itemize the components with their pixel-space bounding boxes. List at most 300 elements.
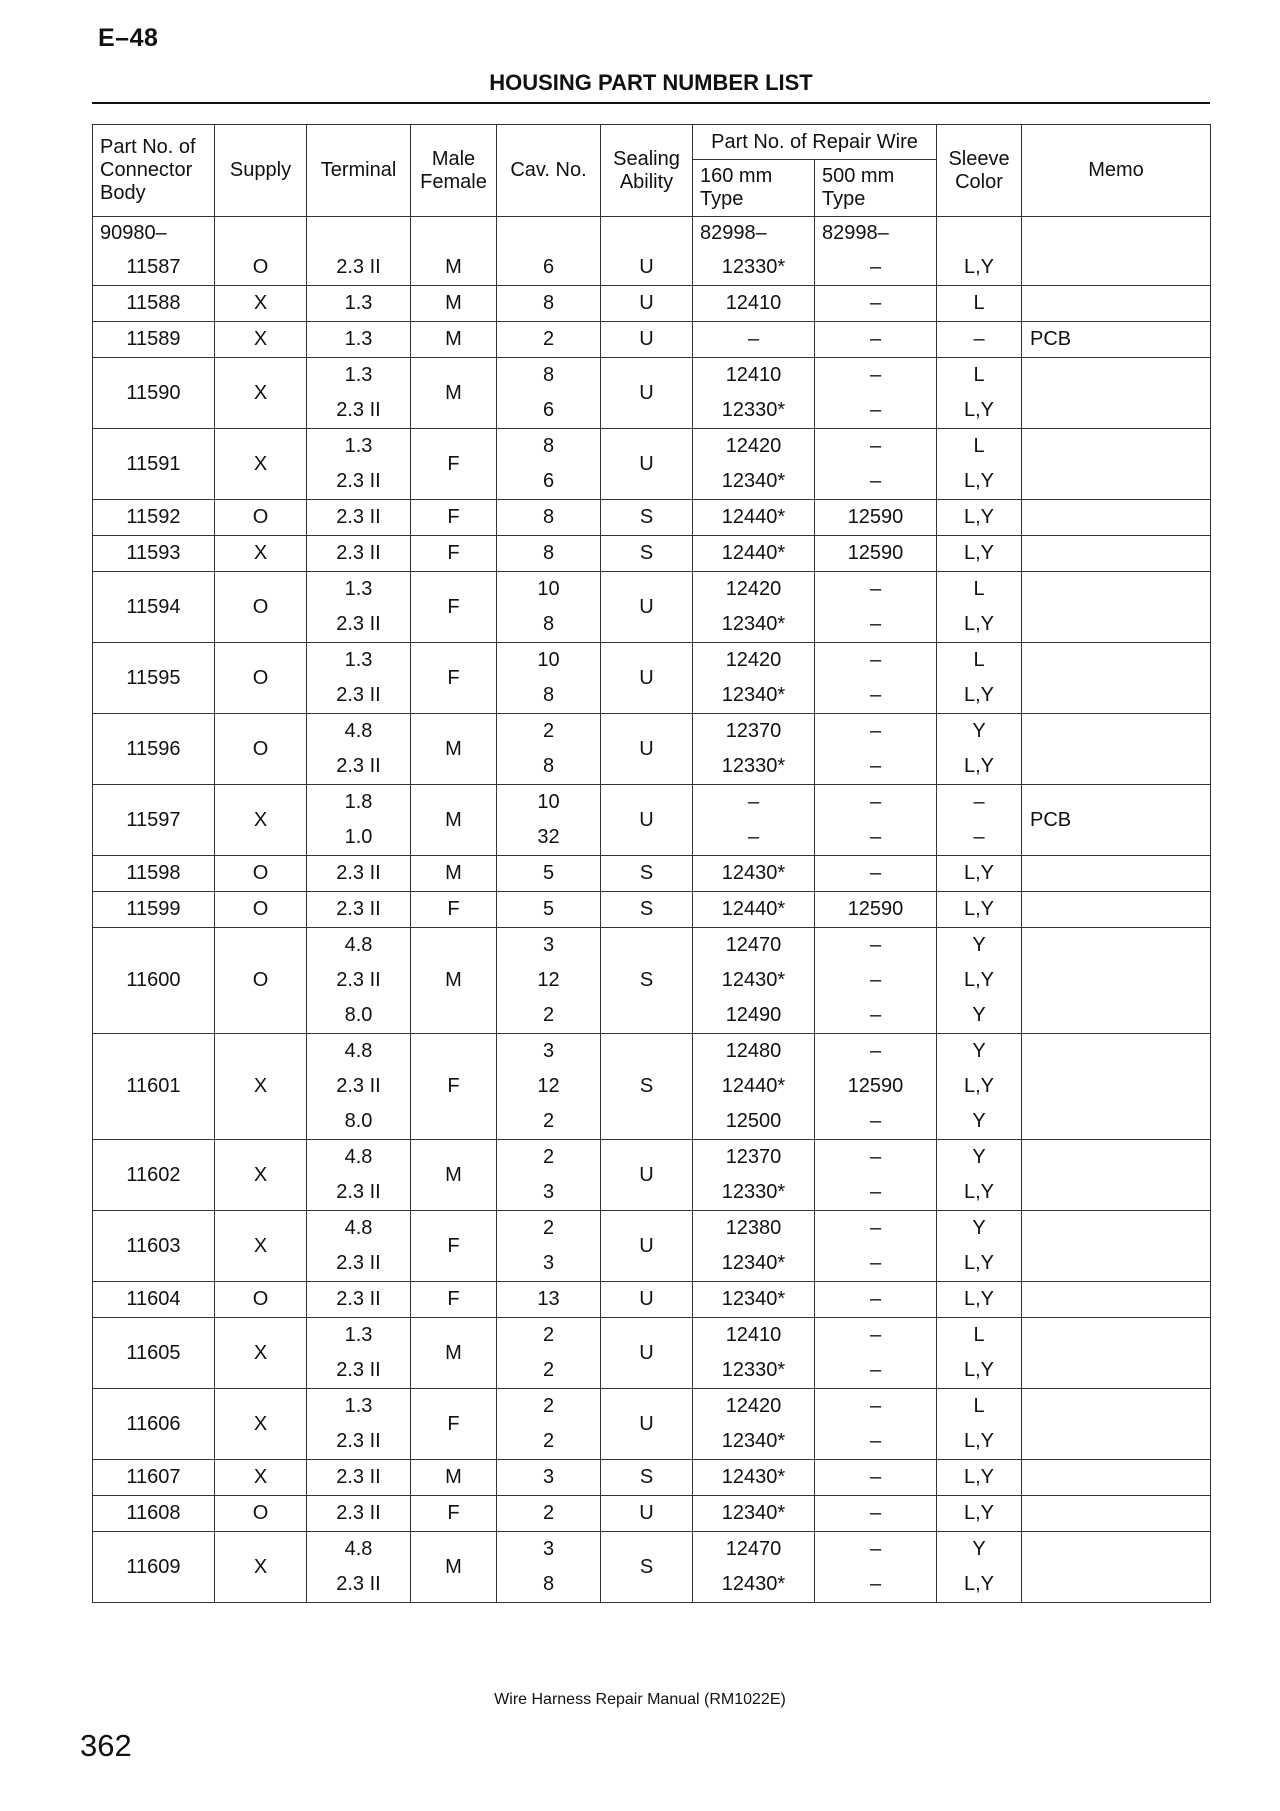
part-number-cell: 11602: [93, 1140, 215, 1211]
table-row: [93, 643, 1211, 714]
wire-500mm-cell-line: –: [869, 1181, 882, 1203]
wire-500mm-cell-line: –: [869, 862, 882, 884]
sealing-cell: U: [601, 1140, 693, 1211]
supply-cell: O: [215, 928, 307, 1034]
table-row: [93, 1034, 1211, 1140]
table-row: [93, 536, 1211, 572]
cav-no-cell-line: 12: [537, 1075, 560, 1097]
part-number-cell: 11598: [93, 856, 215, 892]
wire-160mm-cell: [693, 892, 815, 928]
header-part-no-body: Part No. of Connector Body: [93, 125, 215, 217]
wire-160mm-cell-line: 12330*: [721, 256, 786, 278]
wire-160mm-cell-line: 12340*: [721, 1288, 786, 1310]
cav-no-cell: [497, 856, 601, 892]
wire-160mm-cell: [693, 1282, 815, 1318]
cav-no-cell-line: 10: [537, 578, 560, 600]
supply-cell: X: [215, 322, 307, 358]
wire-500mm-cell-line: –: [869, 435, 882, 457]
cav-no-cell-line: 8: [542, 506, 555, 528]
supply-cell: X: [215, 1532, 307, 1603]
sleeve-color-cell-line: Y: [972, 1040, 986, 1062]
wire-160mm-cell-line: 12340*: [721, 1430, 786, 1452]
wire-500mm-cell: [815, 286, 937, 322]
prefix-500mm: 82998–: [815, 217, 937, 251]
terminal-cell-line: 4.8: [344, 934, 373, 956]
table-row: [93, 358, 1211, 429]
part-number-cell: 11600: [93, 928, 215, 1034]
wire-160mm-cell-line: 12490: [725, 1004, 782, 1026]
section-code: E–48: [98, 24, 159, 52]
wire-500mm-cell: [815, 1211, 937, 1282]
cav-no-cell-line: 8: [542, 292, 555, 314]
memo-cell: [1022, 1211, 1211, 1282]
male-female-cell: M: [411, 1532, 497, 1603]
cav-no-cell-line: 2: [542, 1359, 555, 1381]
wire-500mm-cell-line: –: [869, 934, 882, 956]
terminal-cell-line: 1.3: [344, 328, 373, 350]
wire-160mm-cell-line: 12430*: [721, 1466, 786, 1488]
part-number-cell: 11604: [93, 1282, 215, 1318]
terminal-cell-line: 8.0: [344, 1004, 373, 1026]
sleeve-color-cell-line: L: [973, 435, 985, 457]
prefix-160mm: 82998–: [693, 217, 815, 251]
terminal-cell-line: 1.3: [344, 649, 373, 671]
wire-160mm-cell: [693, 1460, 815, 1496]
cav-no-cell-line: 3: [542, 1040, 555, 1062]
sleeve-color-cell: [937, 643, 1022, 714]
terminal-cell: [307, 286, 411, 322]
sealing-cell: U: [601, 1282, 693, 1318]
part-number-cell: 11589: [93, 322, 215, 358]
wire-500mm-cell: [815, 536, 937, 572]
terminal-cell-line: 1.3: [344, 292, 373, 314]
page-number: 362: [80, 1728, 132, 1763]
sleeve-color-cell-line: L: [973, 649, 985, 671]
wire-160mm-cell: [693, 286, 815, 322]
wire-160mm-cell: [693, 1211, 815, 1282]
sleeve-color-cell-line: L,Y: [964, 1288, 995, 1310]
wire-500mm-cell: [815, 358, 937, 429]
wire-160mm-cell-line: 12340*: [721, 1502, 786, 1524]
male-female-cell: F: [411, 1034, 497, 1140]
terminal-cell: [307, 892, 411, 928]
wire-500mm-cell-line: –: [869, 613, 882, 635]
sleeve-color-cell: [937, 429, 1022, 500]
memo-cell: [1022, 1532, 1211, 1603]
male-female-cell: M: [411, 1140, 497, 1211]
wire-500mm-cell-line: –: [869, 826, 882, 848]
terminal-cell-line: 8.0: [344, 1110, 373, 1132]
wire-500mm-cell-line: –: [869, 684, 882, 706]
cav-no-cell: [497, 500, 601, 536]
male-female-cell: F: [411, 643, 497, 714]
sleeve-color-cell: [937, 1211, 1022, 1282]
table-row: [93, 1532, 1211, 1603]
sleeve-color-cell-line: Y: [972, 1110, 986, 1132]
sleeve-color-cell: [937, 1532, 1022, 1603]
sleeve-color-cell: [937, 358, 1022, 429]
housing-part-number-table: [92, 124, 1211, 1603]
sealing-cell: U: [601, 286, 693, 322]
male-female-cell: M: [411, 785, 497, 856]
terminal-cell-line: 2.3 II: [336, 684, 381, 706]
wire-160mm-cell: [693, 1496, 815, 1532]
terminal-cell: [307, 1211, 411, 1282]
wire-500mm-cell-line: –: [869, 1466, 882, 1488]
wire-160mm-cell: [693, 1034, 815, 1140]
cav-no-cell-line: 8: [542, 364, 555, 386]
male-female-cell: M: [411, 928, 497, 1034]
part-number-cell: 11601: [93, 1034, 215, 1140]
part-number-cell: 11603: [93, 1211, 215, 1282]
part-number-cell: 11594: [93, 572, 215, 643]
table-row: [93, 286, 1211, 322]
wire-160mm-cell-line: 12340*: [721, 684, 786, 706]
cav-no-cell: [497, 1389, 601, 1460]
sealing-cell: U: [601, 643, 693, 714]
cav-no-cell-line: 12: [537, 969, 560, 991]
cav-no-cell: [497, 1532, 601, 1603]
table-row: [93, 856, 1211, 892]
wire-160mm-cell-line: 12410: [725, 1324, 782, 1346]
terminal-cell-line: 2.3 II: [336, 613, 381, 635]
sleeve-color-cell-line: L: [973, 364, 985, 386]
terminal-cell: [307, 1318, 411, 1389]
cav-no-cell: [497, 785, 601, 856]
title-rule: [92, 102, 1210, 104]
wire-160mm-cell: [693, 500, 815, 536]
wire-500mm-cell-line: 12590: [847, 506, 904, 528]
wire-500mm-cell: [815, 1318, 937, 1389]
male-female-cell: M: [411, 1460, 497, 1496]
sleeve-color-cell-line: L: [973, 1324, 985, 1346]
memo-cell: [1022, 856, 1211, 892]
sealing-cell: U: [601, 1318, 693, 1389]
terminal-cell-line: 2.3 II: [336, 256, 381, 278]
supply-cell: O: [215, 572, 307, 643]
male-female-cell: M: [411, 714, 497, 785]
memo-cell: [1022, 536, 1211, 572]
cav-no-cell: [497, 429, 601, 500]
memo-cell: [1022, 1318, 1211, 1389]
wire-500mm-cell-line: 12590: [847, 898, 904, 920]
header-repair-wire: Part No. of Repair Wire: [693, 125, 937, 160]
memo-cell: [1022, 1140, 1211, 1211]
wire-500mm-cell-line: –: [869, 1324, 882, 1346]
sleeve-color-cell-line: Y: [972, 934, 986, 956]
memo-cell: [1022, 286, 1211, 322]
table-row: [93, 500, 1211, 536]
header-terminal: Terminal: [307, 125, 411, 217]
supply-cell: O: [215, 1496, 307, 1532]
male-female-cell: M: [411, 1318, 497, 1389]
terminal-cell: [307, 572, 411, 643]
cav-no-cell-line: 10: [537, 791, 560, 813]
wire-500mm-cell-line: –: [869, 1146, 882, 1168]
wire-500mm-cell: [815, 1282, 937, 1318]
wire-160mm-cell: [693, 536, 815, 572]
wire-160mm-cell-line: 12470: [725, 934, 782, 956]
sleeve-color-cell-line: L,Y: [964, 684, 995, 706]
wire-160mm-cell: [693, 1140, 815, 1211]
cav-no-cell-line: 2: [542, 1430, 555, 1452]
header-sleeve-color: Sleeve Color: [937, 125, 1022, 217]
sleeve-color-cell: [937, 1389, 1022, 1460]
sleeve-color-cell-line: L,Y: [964, 399, 995, 421]
wire-160mm-cell-line: 12440*: [721, 506, 786, 528]
sleeve-color-cell: [937, 500, 1022, 536]
sleeve-color-cell-line: L,Y: [964, 506, 995, 528]
terminal-cell-line: 1.3: [344, 1395, 373, 1417]
wire-500mm-cell-line: –: [869, 578, 882, 600]
terminal-cell: [307, 785, 411, 856]
supply-cell: O: [215, 856, 307, 892]
terminal-cell-line: 2.3 II: [336, 1359, 381, 1381]
cav-no-cell: [497, 928, 601, 1034]
wire-500mm-cell: [815, 785, 937, 856]
wire-500mm-cell-line: –: [869, 1288, 882, 1310]
part-number-cell: 11587: [93, 250, 215, 286]
wire-160mm-cell: [693, 358, 815, 429]
wire-160mm-cell-line: 12420: [725, 1395, 782, 1417]
sleeve-color-cell: [937, 1460, 1022, 1496]
terminal-cell: [307, 1460, 411, 1496]
wire-160mm-cell-line: 12380: [725, 1217, 782, 1239]
sealing-cell: U: [601, 1496, 693, 1532]
wire-160mm-cell-line: 12500: [725, 1110, 782, 1132]
terminal-cell: [307, 643, 411, 714]
wire-500mm-cell: [815, 1140, 937, 1211]
sleeve-color-cell-line: L,Y: [964, 898, 995, 920]
memo-cell: [1022, 500, 1211, 536]
terminal-cell-line: 2.3 II: [336, 1252, 381, 1274]
sealing-cell: U: [601, 429, 693, 500]
terminal-cell: [307, 1034, 411, 1140]
memo-cell: [1022, 643, 1211, 714]
terminal-cell-line: 4.8: [344, 1146, 373, 1168]
cav-no-cell-line: 8: [542, 435, 555, 457]
sleeve-color-cell: [937, 1034, 1022, 1140]
sealing-cell: S: [601, 1460, 693, 1496]
cav-no-cell-line: 2: [542, 1502, 555, 1524]
male-female-cell: M: [411, 358, 497, 429]
part-number-cell: 11593: [93, 536, 215, 572]
sleeve-color-cell-line: Y: [972, 1146, 986, 1168]
wire-160mm-cell: [693, 572, 815, 643]
wire-160mm-cell-line: 12330*: [721, 399, 786, 421]
wire-500mm-cell-line: –: [869, 1217, 882, 1239]
header-memo: Memo: [1022, 125, 1211, 217]
sleeve-color-cell: [937, 250, 1022, 286]
male-female-cell: M: [411, 286, 497, 322]
part-number-cell: 11607: [93, 1460, 215, 1496]
wire-500mm-cell-line: –: [869, 755, 882, 777]
terminal-cell: [307, 1282, 411, 1318]
sealing-cell: U: [601, 785, 693, 856]
sleeve-color-cell-line: L,Y: [964, 1430, 995, 1452]
male-female-cell: M: [411, 250, 497, 286]
terminal-cell-line: 2.3 II: [336, 755, 381, 777]
wire-160mm-cell-line: 12430*: [721, 969, 786, 991]
sleeve-color-cell: [937, 856, 1022, 892]
wire-500mm-cell-line: –: [869, 399, 882, 421]
cav-no-cell-line: 3: [542, 1252, 555, 1274]
wire-500mm-cell-line: –: [869, 720, 882, 742]
wire-500mm-cell-line: –: [869, 1110, 882, 1132]
memo-cell: [1022, 358, 1211, 429]
terminal-cell-line: 2.3 II: [336, 1466, 381, 1488]
wire-160mm-cell-line: –: [747, 328, 760, 350]
sleeve-color-cell: [937, 1318, 1022, 1389]
sealing-cell: U: [601, 358, 693, 429]
table-row: [93, 322, 1211, 358]
terminal-cell-line: 2.3 II: [336, 506, 381, 528]
wire-500mm-cell-line: –: [869, 1252, 882, 1274]
cav-no-cell-line: 8: [542, 542, 555, 564]
wire-160mm-cell-line: 12420: [725, 435, 782, 457]
wire-160mm-cell-line: 12420: [725, 649, 782, 671]
wire-500mm-cell: [815, 1460, 937, 1496]
supply-cell: X: [215, 429, 307, 500]
wire-500mm-cell-line: 12590: [847, 542, 904, 564]
prefix-row: [93, 217, 1211, 251]
wire-160mm-cell: [693, 928, 815, 1034]
table-row: [93, 1389, 1211, 1460]
cav-no-cell-line: 6: [542, 399, 555, 421]
cav-no-cell: [497, 250, 601, 286]
male-female-cell: F: [411, 500, 497, 536]
cav-no-cell-line: 2: [542, 328, 555, 350]
sleeve-color-cell: [937, 1282, 1022, 1318]
terminal-cell-line: 2.3 II: [336, 1075, 381, 1097]
wire-160mm-cell-line: 12440*: [721, 542, 786, 564]
page-title: HOUSING PART NUMBER LIST: [489, 70, 813, 95]
sleeve-color-cell-line: L: [973, 1395, 985, 1417]
terminal-cell-line: 1.3: [344, 1324, 373, 1346]
cav-no-cell-line: 3: [542, 1181, 555, 1203]
wire-160mm-cell-line: 12340*: [721, 470, 786, 492]
table-header: [93, 125, 1211, 217]
wire-160mm-cell-line: 12430*: [721, 1573, 786, 1595]
wire-500mm-cell-line: –: [869, 791, 882, 813]
terminal-cell: [307, 358, 411, 429]
wire-500mm-cell: [815, 500, 937, 536]
wire-160mm-cell: [693, 785, 815, 856]
supply-cell: X: [215, 785, 307, 856]
terminal-cell-line: 4.8: [344, 1040, 373, 1062]
table-row: [93, 785, 1211, 856]
sleeve-color-cell-line: Y: [972, 1004, 986, 1026]
cav-no-cell-line: 2: [542, 1146, 555, 1168]
wire-160mm-cell-line: 12370: [725, 720, 782, 742]
sealing-cell: S: [601, 1532, 693, 1603]
sleeve-color-cell: [937, 1140, 1022, 1211]
male-female-cell: F: [411, 572, 497, 643]
cav-no-cell-line: 32: [537, 826, 560, 848]
cav-no-cell-line: 6: [542, 256, 555, 278]
terminal-cell-line: 1.3: [344, 364, 373, 386]
sleeve-color-cell: [937, 286, 1022, 322]
terminal-cell-line: 2.3 II: [336, 862, 381, 884]
sleeve-color-cell-line: –: [973, 791, 985, 813]
sealing-cell: U: [601, 322, 693, 358]
terminal-cell-line: 2.3 II: [336, 1502, 381, 1524]
terminal-cell: [307, 1532, 411, 1603]
terminal-cell-line: 2.3 II: [336, 1573, 381, 1595]
supply-cell: X: [215, 1034, 307, 1140]
sleeve-color-cell-line: Y: [972, 720, 986, 742]
cav-no-cell-line: 8: [542, 613, 555, 635]
part-number-cell: 11595: [93, 643, 215, 714]
supply-cell: O: [215, 714, 307, 785]
cav-no-cell: [497, 714, 601, 785]
cav-no-cell-line: 2: [542, 720, 555, 742]
sealing-cell: U: [601, 714, 693, 785]
terminal-cell-line: 1.3: [344, 435, 373, 457]
wire-500mm-cell: [815, 1496, 937, 1532]
memo-cell: [1022, 714, 1211, 785]
cav-no-cell-line: 3: [542, 934, 555, 956]
sleeve-color-cell: [937, 785, 1022, 856]
sleeve-color-cell-line: L,Y: [964, 1466, 995, 1488]
male-female-cell: F: [411, 1211, 497, 1282]
sealing-cell: S: [601, 500, 693, 536]
sealing-cell: U: [601, 572, 693, 643]
terminal-cell: [307, 1140, 411, 1211]
cav-no-cell-line: 5: [542, 862, 555, 884]
supply-cell: O: [215, 1282, 307, 1318]
wire-500mm-cell-line: –: [869, 1004, 882, 1026]
wire-500mm-cell: [815, 856, 937, 892]
sleeve-color-cell: [937, 714, 1022, 785]
sleeve-color-cell-line: L,Y: [964, 1075, 995, 1097]
sleeve-color-cell-line: L: [973, 292, 985, 314]
wire-160mm-cell: [693, 1318, 815, 1389]
wire-500mm-cell-line: 12590: [847, 1075, 904, 1097]
supply-cell: X: [215, 1211, 307, 1282]
male-female-cell: F: [411, 892, 497, 928]
sleeve-color-cell-line: L,Y: [964, 1252, 995, 1274]
sleeve-color-cell-line: L,Y: [964, 969, 995, 991]
table-body: [93, 217, 1211, 1603]
cav-no-cell-line: 2: [542, 1110, 555, 1132]
header-sealing-ability: Sealing Ability: [601, 125, 693, 217]
wire-500mm-cell-line: –: [869, 1430, 882, 1452]
part-number-cell: 11592: [93, 500, 215, 536]
sealing-cell: S: [601, 1034, 693, 1140]
memo-cell: PCB: [1022, 785, 1211, 856]
cav-no-cell: [497, 1140, 601, 1211]
memo-cell: [1022, 1034, 1211, 1140]
supply-cell: X: [215, 1140, 307, 1211]
cav-no-cell-line: 13: [537, 1288, 560, 1310]
wire-160mm-cell-line: 12330*: [721, 755, 786, 777]
table-row: [93, 928, 1211, 1034]
cav-no-cell-line: 3: [542, 1466, 555, 1488]
supply-cell: X: [215, 1460, 307, 1496]
supply-cell: O: [215, 500, 307, 536]
sealing-cell: U: [601, 250, 693, 286]
wire-500mm-cell-line: –: [869, 292, 882, 314]
cav-no-cell-line: 2: [542, 1217, 555, 1239]
terminal-cell-line: 2.3 II: [336, 1181, 381, 1203]
sleeve-color-cell-line: L,Y: [964, 1573, 995, 1595]
sleeve-color-cell-line: L,Y: [964, 755, 995, 777]
terminal-cell: [307, 714, 411, 785]
cav-no-cell-line: 2: [542, 1324, 555, 1346]
wire-500mm-cell: [815, 1034, 937, 1140]
terminal-cell: [307, 536, 411, 572]
